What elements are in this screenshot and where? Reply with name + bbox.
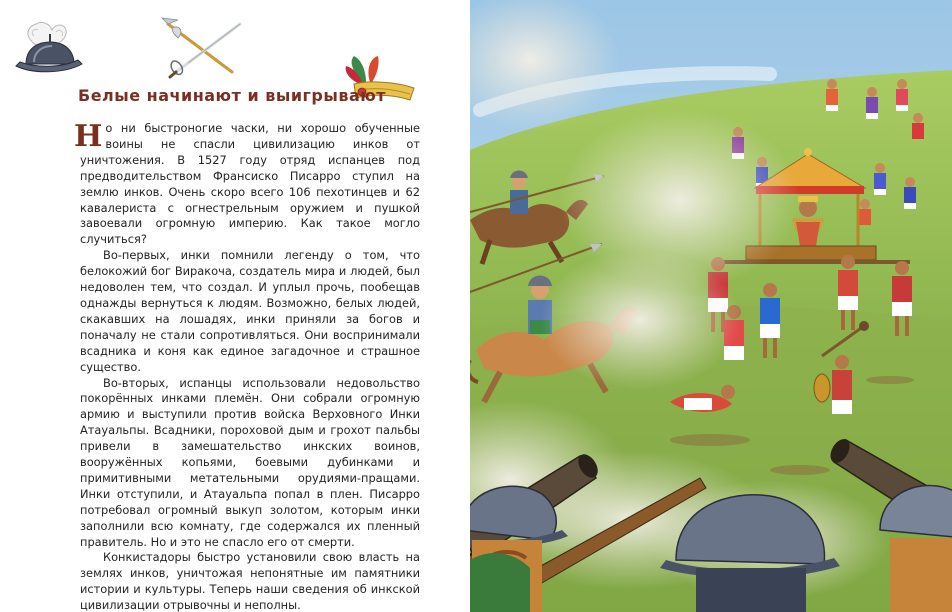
paragraph-4: Конкистадоры быстро установили свою власть на землях инков, уничтожая непонятные им памятники истории и культуры. Теперь наши сведения об инкской цивилизации отрывочны и неполны.	[80, 550, 420, 612]
paragraph-3: Во-вторых, испанцы использовали недовольство покорённых инками племён. Они собрали огромную армию и выступили против войска Верховного Инки Атауальпы. Всадники, пороховой дым и грохот пальбы привели в замешательство инкских воинов, вооружённых копьями, боевыми дубинками и примитивными метательными орудиями-пращами. Инки отступили, и Атауальпа попал в плен. Писарро потребовал огромный выкуп золотом, которым инки заполнили всю комнату, где содержался их пленный правитель. Но и это не спасло его от смерти.	[80, 375, 420, 549]
helmet-icon	[12, 18, 84, 84]
paragraph-1	[74, 119, 420, 248]
shrub	[470, 553, 530, 612]
drop-cap: Н	[74, 119, 103, 154]
article-body	[74, 119, 420, 612]
page-title: Белые начинают и выигрывают	[78, 86, 387, 105]
battle-illustration	[470, 0, 952, 612]
text-page	[0, 0, 470, 612]
paragraph-2: Во-первых, инки помнили легенду о том, что белокожий бог Виракоча, создатель мира и людей, был недоволен тем, что создал. И уплыл прочь, пообещав однажды вернуться к людям. Возможно, белых людей, скакавших на лошадях, инки приняли за богов и поначалу не стали сопротивляться. Они воспринимали всадника и коня как единое загадочное и страшное существо.	[80, 248, 420, 374]
crossed-weapons-icon	[150, 16, 250, 80]
paragraph-1-text: о ни быстроногие часки, ни хорошо обученные воины не спасли цивилизацию инков от уничтожения. В 1527 году отряд испанцев под предводительством Франсиско Писарро ступил на землю инков. Очень скоро всего 106 пехотинцев и 62 кавалериста с огнестрельным оружием и пушкой завоевали огромную империю. Как такое могло случиться?	[80, 121, 420, 247]
